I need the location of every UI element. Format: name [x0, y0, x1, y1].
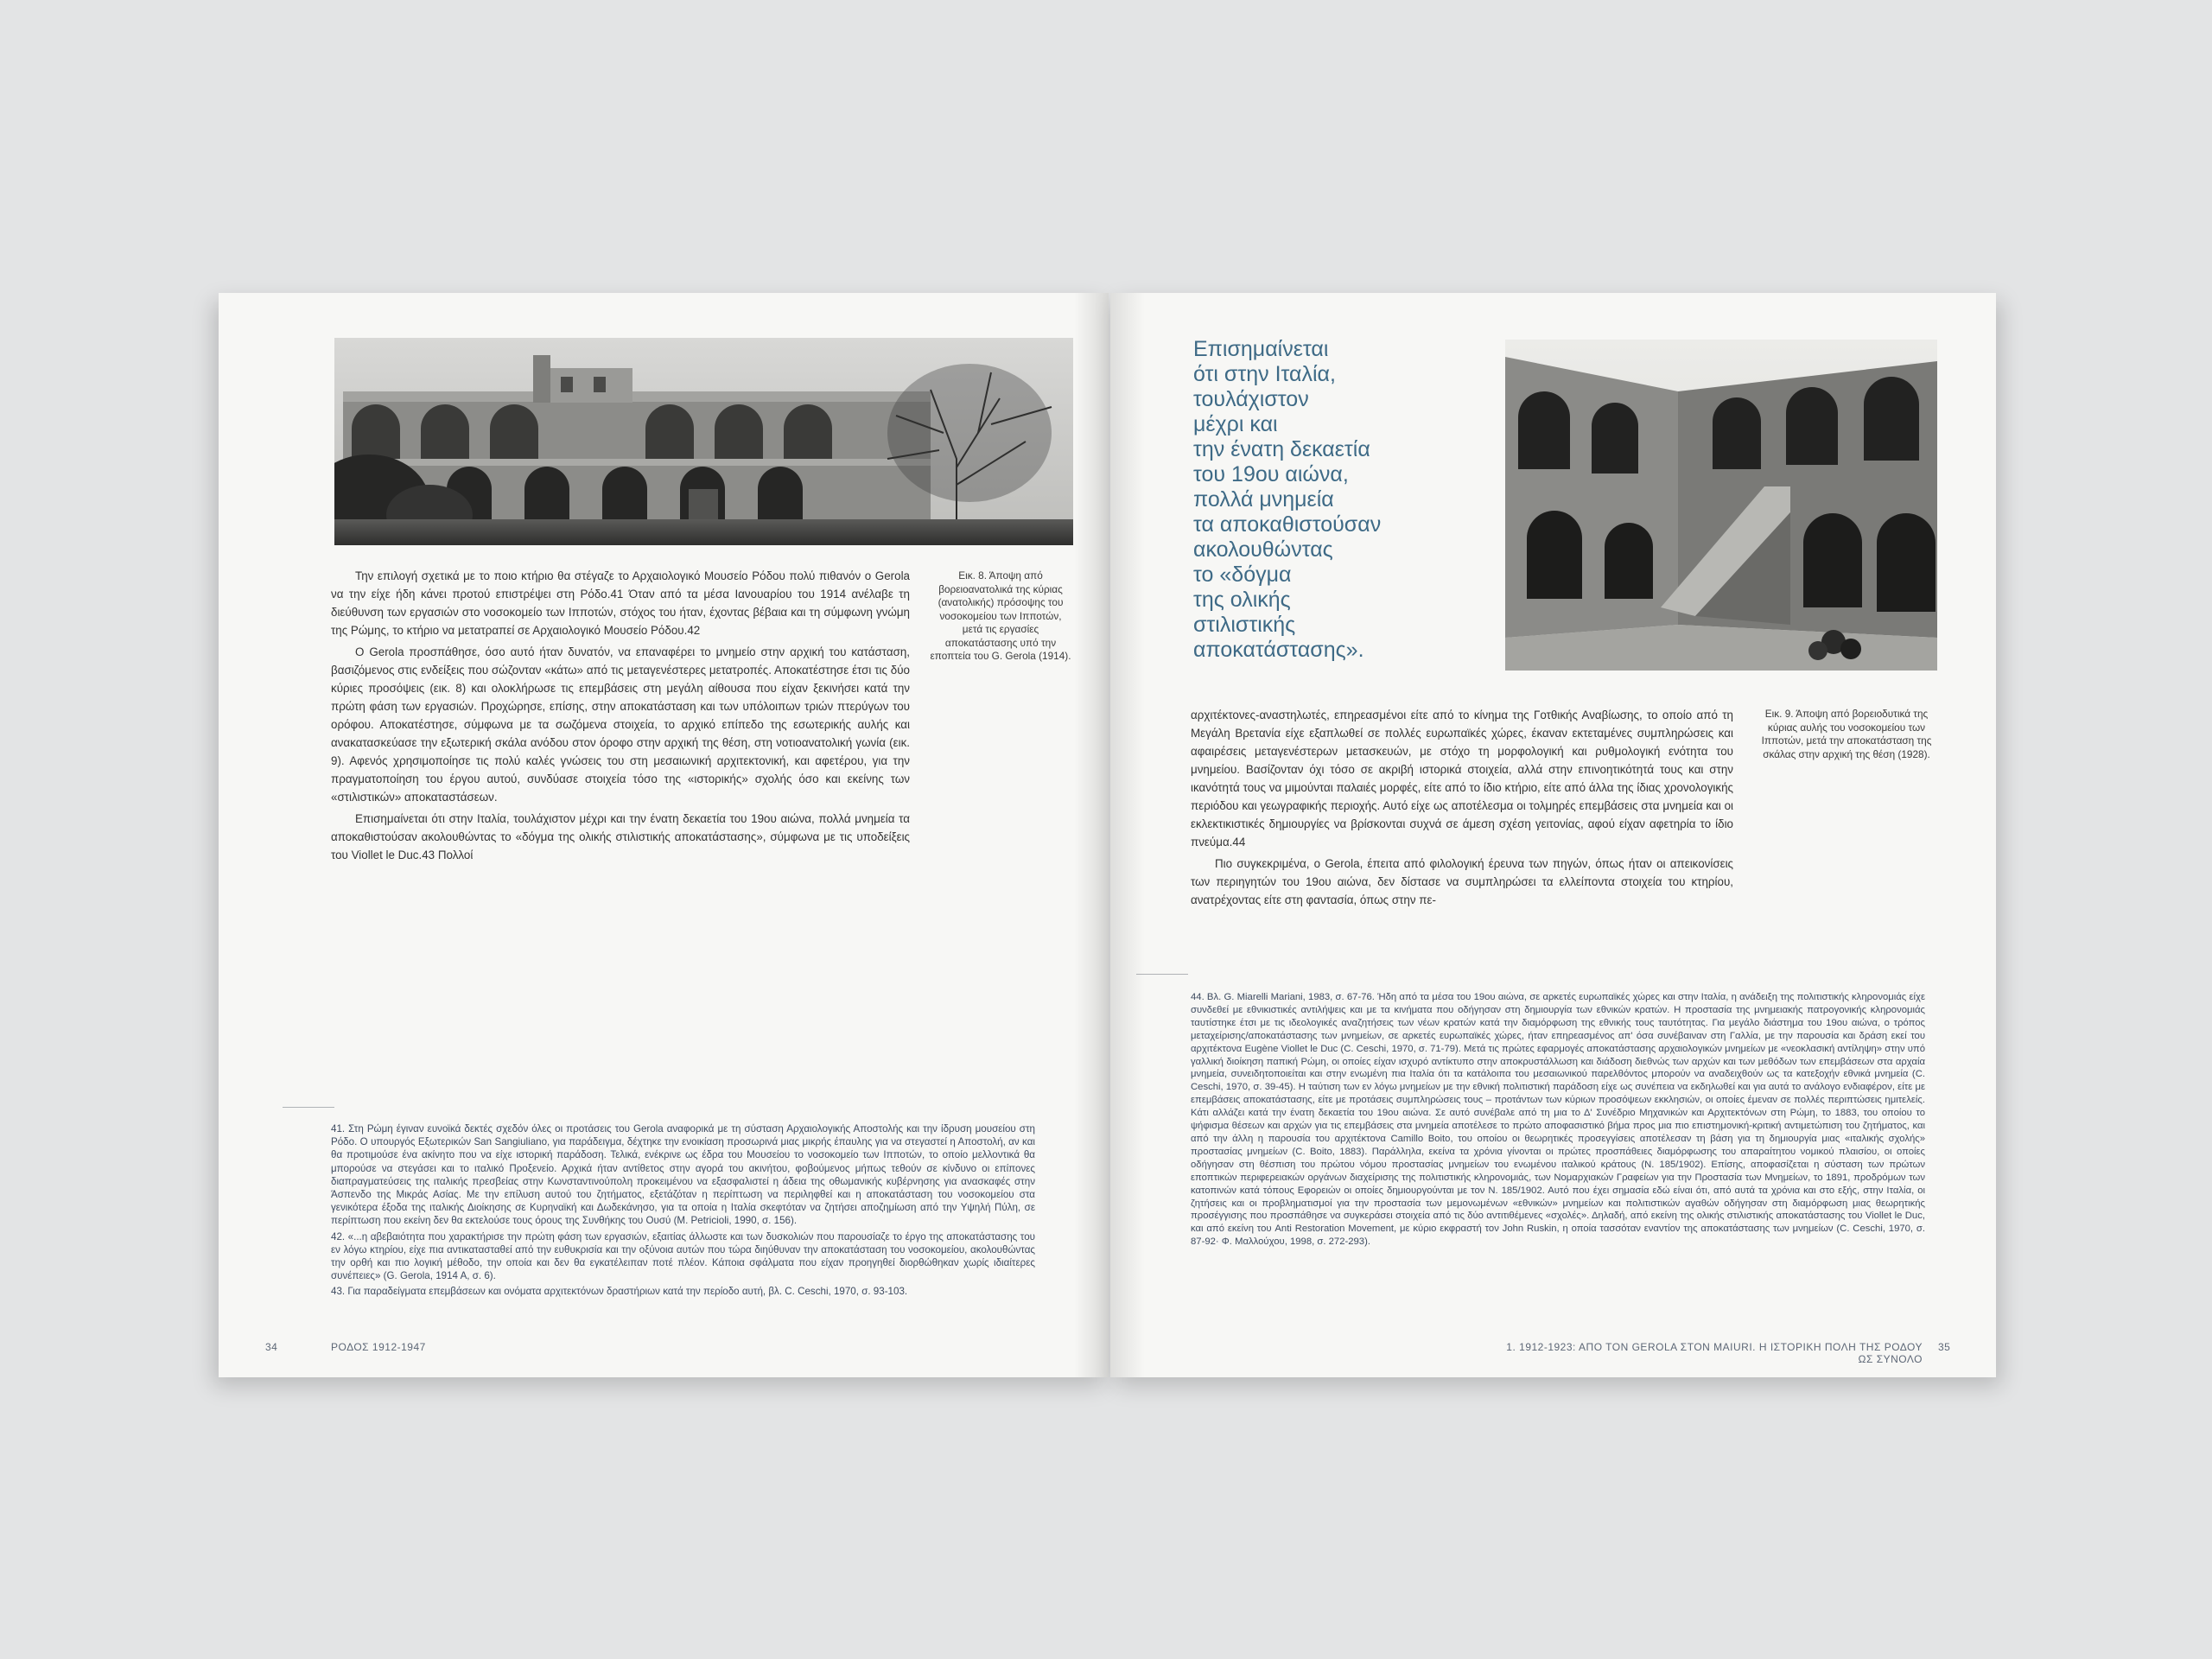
footnote: 43. Για παραδείγματα επεμβάσεων και ονόματα αρχιτεκτόνων δραστήριων κατά την περίοδο αυτή, βλ. C. Ceschi, 1970, σ. 93-103.: [331, 1286, 908, 1298]
page-gutter-shadow: [1074, 293, 1109, 1377]
left-page: [219, 293, 1109, 1377]
pull-quote: [1193, 337, 1470, 663]
caption-fig8: Εικ. 8. Άποψη από βορειοανατολικά της κύριας (ανατολικής) πρόσοψης του νοσοκομείου των Ιπποτών, μετά τις εργασίες αποκατάστασης υπό την εποπτεία του G. Gerola (1914).: [930, 569, 1071, 662]
left-paragraph: Ο Gerola προσπάθησε, όσο αυτό ήταν δυνατόν, να επαναφέρει το μνημείο στην αρχική του κατάσταση, βασιζόμενος στις ενδείξεις που σώζονταν «κάτω» από τις μεταγενέστερες μετατροπές. Αποκατέστησε έτσι τις δύο κύριες προσόψεις (εικ. 8) και ολοκλήρωσε τις επεμβάσεις στη μεγάλη αίθουσα που είχαν ξεκινήσει κατά την πρώτη φάση των εργασιών. Προχώρησε, επίσης, στην αποκατάσταση και των υπόλοιπων τριών πτερύγων του ορόφου. Αποκατέστησε, σύμφωνα με τα σωζόμενα στοιχεία, το αρχικό επίπεδο της εσωτερικής αυλής και ανακατασκεύασε την εξωτερική σκάλα ανόδου στον όροφο στην αρχική της θέση, στη νοτιοανατολική γωνία (εικ. 9). Αφενός χρησιμοποίησε τις πολύ καλές γνώσεις του στη μεσαιωνική αρχιτεκτονική, και αφετέρου, για την πραγματοποίηση του έργου αυτού, συνδύασε στοιχεία τόσο της «ιστορικής» σχολής όσο και εκείνης των «στιλιστικών» αποκαταστάσεων.: [331, 645, 910, 804]
pull-quote-line: την ένατη δεκαετία: [1193, 437, 1370, 461]
photo-facade-image: [334, 338, 1073, 545]
pull-quote-line: τα αποκαθιστούσαν: [1193, 512, 1382, 537]
footnote: 42. «...η αβεβαιότητα που χαρακτήρισε την πρώτη φάση των εργασιών, εξαιτίας άλλωστε και των δυσκολιών που παρουσίαζε το έργο της αποκατάστασης του εν λόγω κτηρίου, είχε πια αντικατασταθεί από την ευθυκρισία και την οξύνοια αυτών που τώρα διηύθυναν την αποκατάσταση του νοσοκομείου, ακολουθώντας την ορθή και πιο λογική μέθοδο, την οποία και δεν θα εγκατέλειπαν ποτέ πλέον. Κάποια σφάλματα που είχαν προηγηθεί διορθώθηκαν χωρίς ιδιαίτερες συνέπειες» (G. Gerola, 1914 A, σ. 6).: [331, 1230, 1035, 1282]
pull-quote-line: στιλιστικής: [1193, 613, 1296, 637]
pull-quote-line: της ολικής: [1193, 588, 1291, 612]
left-body-text: [331, 567, 910, 864]
photo-hospital-facade: [334, 338, 1073, 545]
pull-quote-line: αποκατάστασης».: [1193, 638, 1364, 662]
right-footnotes: [1191, 991, 1925, 1251]
footnote: 44. Βλ. G. Miarelli Mariani, 1983, σ. 67-76. Ήδη από τα μέσα του 19ου αιώνα, σε αρκετές ευρωπαϊκές χώρες και στην Ιταλία, η ανάδειξη της πολιτιστικής κληρονομιάς είχε συνδεθεί με εθνικιστικές αντιλήψεις και με τα κινήματα που οδήγησαν στη δημιουργία των εθνικών κρατών. Η προστασία της μνημειακής πατρογονικής κληρονομιάς ταυτίστηκε έτσι με τις ιδεολογικές αναζητήσεις των νέων κρατών κατά την διαμόρφωση της εθνικής τους ταυτότητας. Για μεγάλο διάστημα του 19ου αιώνα, ο τρόπος μεταχείρισης/αποκατάστασης των μνημείων, σε αρκετές ευρωπαϊκές χώρες, ήταν επηρεασμένος απ' όσα συνέβαιναν στη Γαλλία, με την παρουσία και δράση εκεί του αρχιτέκτονα Eugène Viollet le Duc (C. Ceschi, 1970, σ. 71-79). Μετά τις πρώτες εφαρμογές αποκατάστασης αρχαιολογικών μνημείων με «νεοκλασική αντίληψη» στην υπό γαλλική διοίκηση παπική Ρώμη, οι οποίες είχαν ισχυρό αντίκτυπο στην αποκρυστάλλωση και διάδοση διεθνώς των αρχών και των μεθόδων των επεμβάσεων στα αρχαία μνημεία, συνειδητοποιείται και στην ενωμένη πια Ιταλία ότι τα κατάλοιπα του μεσαιωνικού παρελθόντος μπορούν να αναδειχθούν ως τα κατεξοχήν εθνικά μνημεία (C. Ceschi, 1970, σ. 39-45). Η ταύτιση των εν λόγω μνημείων με την εθνική πολιτιστική παράδοση είχε ως συνέπεια να εκδηλωθεί και για αυτά το ανάλογο ενδιαφέρον, είτε με επεμβάσεις αποκατάστασης, είτε με προτάσεις συμπληρώσεις τους – προτάντων των κύριων προσόψεων εκκλησιών, οι οποίες έμεναν σε πολλές περιπτώσεις ημιτελείς. Κάτι αλλάζει κατά την ένατη δεκαετία του 19ου αιώνα. Σε αυτό συνέβαλε από τη μια το Δ' Συνέδριο Μηχανικών και Αρχιτεκτόνων στη Ρώμη, το 1883, του οποίου το ψήφισμα θέσεων και αρχών για τις επεμβάσεις στα μνημεία αποτέλεσε το πρώτο αποφασιστικό βήμα προς μια πιο επιστημονική-κριτική αντιμετώπιση του ζητήματος, και από την άλλη η παρουσία του αρχιτέκτονα Camillo Boito, του οποίου οι θεωρητικές προσεγγίσεις αποτέλεσαν τη βάση για τη δημιουργία μιας «ιταλικής σχολής» προστασίας μνημείων (C. Boito, 1883). Παράλληλα, εκείνα τα χρόνια γίνονται οι πρώτες προσπάθειες διαμόρφωσης του απαραίτητου νομικού πλαισίου, οι οποίες οδήγησαν στη θέσπιση του πρώτου νόμου προστασίας μνημείων του ενωμένου ιταλικού κράτους (Ν. 185/1902). Επίσης, αποφασίζεται η σύσταση των πρώτων εποπτικών περιφερειακών οργάνων διαχείρισης της πολιτιστικής κληρονομιάς, των Νομαρχιακών Γραφείων για την Προστασία των Μνημείων, το 1891, προδρόμων των κατοπινών κατά τόπους Εφορειών οι οποίες δημιουργούνται με τον Ν. 185/1902. Αυτό που έχει σημασία εδώ είναι ότι, από αυτά τα χρόνια και στο εξής, στην Ιταλία, οι ζητήσεις και οι προβληματισμοί για την προστασία των μεμονωμένων «εθνικών» μνημείων και πολιτιστικών αγαθών οδήγησαν στη διαμόρφωση μιας θεωρητικής προσέγγισης που προσπάθησε να συγκεράσει στοιχεία από τις δύο αντιτιθέμενες «σχολές». Δηλαδή, από εκείνη της ολικής στιλιστικής αποκατάστασης του Viollet le Duc, και από εκείνη του Anti Restoration Movement, με κύριο εκφραστή τον John Ruskin, η οποία τασσόταν εναντίον της αποκατάστασης των μνημείων (C. Ceschi, 1970, σ. 87-92· Φ. Μαλλούχου, 1998, σ. 272-293).: [1191, 992, 1925, 1248]
footnote: 41. Στη Ρώμη έγιναν ευνοϊκά δεκτές σχεδόν όλες οι προτάσεις του Gerola αναφορικά με τη σύσταση Αρχαιολογικής Αποστολής και την ίδρυση μουσείου στη Ρόδο. Ο υπουργός Εξωτερικών San Sangiuliano, για παράδειγμα, δέχτηκε την ενοικίαση προσωρινά μιας μικρής έπαυλης για να στεγαστεί η Αποστολή, αν και θα προτιμούσε ένα ακίνητο που να είχε ιστορική παράδοση. Τελικά, ενέκρινε ως έδρα του Μουσείου το νοσοκομείο των Ιπποτών, το οποίο μελλοντικά θα μπορούσε να στεγάσει και το ιταλικό Προξενείο. Αρχικά ήταν αντίθετος στην αγορά του ακινήτου, φοβούμενος μήπως τεθούν σε κίνδυνο οι επίπονες διαπραγματεύσεις της ιταλικής πρεσβείας στην Κωνσταντινούπολη προκειμένου να εξασφαλιστεί η άδεια της οθωμανικής κυβέρνησης για ανασκαφές στην Άσπενδο της Μικράς Ασίας. Με την επίλυση αυτού του ζητήματος, εξετάζόταν η περίπτωση να περιληφθεί και η αποκατάσταση του νοσοκομείου στα γενικότερα έξοδα της ιταλικής Διοίκησης σε Κυρηναϊκή και Δωδεκάνησο, για τα οποία η Ιταλία σκεφτόταν να ζητήσει αποζημίωση από την Υψηλή Πύλη, σε περίπτωση που εκείνη δεν θα εκτελούσε τους όρους της Συνθήκης του Ουσύ (M. Petricioli, 1990, σ. 156).: [331, 1123, 1035, 1227]
pull-quote-line: μέχρι και: [1193, 412, 1278, 436]
photo-courtyard-stair: [1505, 340, 1937, 671]
running-head: ΡΟΔΟΣ 1912-1947: [331, 1341, 426, 1353]
left-paragraph: Την επιλογή σχετικά με το ποιο κτήριο θα στέγαζε το Αρχαιολογικό Μουσείο Ρόδου πολύ πιθανόν ο Gerola να την είχε ήδη κάνει προτού επιστρέψει στη Ρόδο.41 Όταν από τα μέσα Ιανουαρίου του 1914 ανέλαβε τη διεύθυνση των εργασιών στο νοσοκομείο των Ιπποτών, στόχος του ήταν, έχοντας βέβαια και τη σύμφωνη γνώμη της Ρώμης, το κτήριο να μετατραπεί σε Αρχαιολογικό Μουσείο Ρόδου.42: [331, 569, 910, 637]
photo-courtyard-image: [1505, 340, 1937, 671]
footnote-rule: [283, 1107, 334, 1108]
left-footnotes: [331, 1122, 1035, 1301]
pull-quote-line: ότι στην Ιταλία,: [1193, 362, 1336, 386]
page-gutter-shadow: [1110, 293, 1145, 1377]
pull-quote-line: ακολουθώντας: [1193, 537, 1333, 562]
pull-quote-line: πολλά μνημεία: [1193, 487, 1334, 512]
right-body-text: [1191, 706, 1733, 909]
pull-quote-line: το «δόγμα: [1193, 563, 1292, 587]
pull-quote-line: τουλάχιστον: [1193, 387, 1309, 411]
pull-quote-line: Επισημαίνεται: [1193, 337, 1329, 361]
pull-quote-line: του 19ου αιώνα,: [1193, 462, 1349, 486]
page-number: 35: [1938, 1341, 1951, 1353]
right-paragraph: αρχιτέκτονες-αναστηλωτές, επηρεασμένοι είτε από το κίνημα της Γοτθικής Αναβίωσης, το οποίο από τη Μεγάλη Βρετανία είχε εξαπλωθεί σε πολλές ευρωπαϊκές χώρες, έκαναν εκτεταμένες συμπληρώσεις και αφαιρέσεις μεταγενέστερων μετασκευών, με στόχο τη μορφολογική και ρυθμολογική ενότητα του μνημείου. Βασίζονταν όχι τόσο σε ακριβή ιστορικά στοιχεία, αλλά στην επινοητικότητά τους και στην ικανότητά τους να μιμούνται παλαιές μορφές, είτε από το ίδιο κτήριο, είτε από άλλα της ίδιας χρονολογικής περιόδου και γεωγραφικής περιοχής. Αυτό είχε ως αποτέλεσμα οι τολμηρές επεμβάσεις στα μνημεία και οι εκλεκτικιστικές δημιουργίες να βρίσκονται συχνά σε άμεση σχέση γειτονίας, αφού είχαν αφετηρία το ίδιο πνεύμα.44: [1191, 709, 1733, 849]
right-page: [1110, 293, 1996, 1377]
caption-fig9: Εικ. 9. Άποψη από βορειοδυτικά της κύριας αυλής του νοσοκομείου των Ιπποτών, μετά την αποκατάσταση της σκάλας στην αρχική της θέση (1928).: [1761, 708, 1932, 760]
left-paragraph: Επισημαίνεται ότι στην Ιταλία, τουλάχιστον μέχρι και την ένατη δεκαετία του 19ου αιώνα, πολλά μνημεία τα αποκαθιστούσαν ακολουθώντας το «δόγμα της ολικής στιλιστικής αποκατάστασης», σύμφωνα με τις υποδείξεις του Viollet le Duc.43 Πολλοί: [331, 812, 910, 861]
page-number: 34: [265, 1341, 278, 1353]
right-paragraph: Πιο συγκεκριμένα, ο Gerola, έπειτα από φιλολογική έρευνα των πηγών, όπως ήταν οι απεικονίσεις των περιηγητών του 19ου αιώνα, δεν δίστασε να συμπληρώσει τα ελλείποντα στοιχεία του κτηρίου, ανατρέχοντας είτε στη φαντασία, όπως στην πε-: [1191, 857, 1733, 906]
running-head: 1. 1912-1923: ΑΠΟ ΤΟΝ GEROLA ΣΤΟΝ MAIURI. Η ΙΣΤΟΡΙΚΗ ΠΟΛΗ ΤΗΣ ΡΟΔΟΥ ΩΣ ΣΥΝΟΛΟ: [1506, 1341, 1923, 1365]
